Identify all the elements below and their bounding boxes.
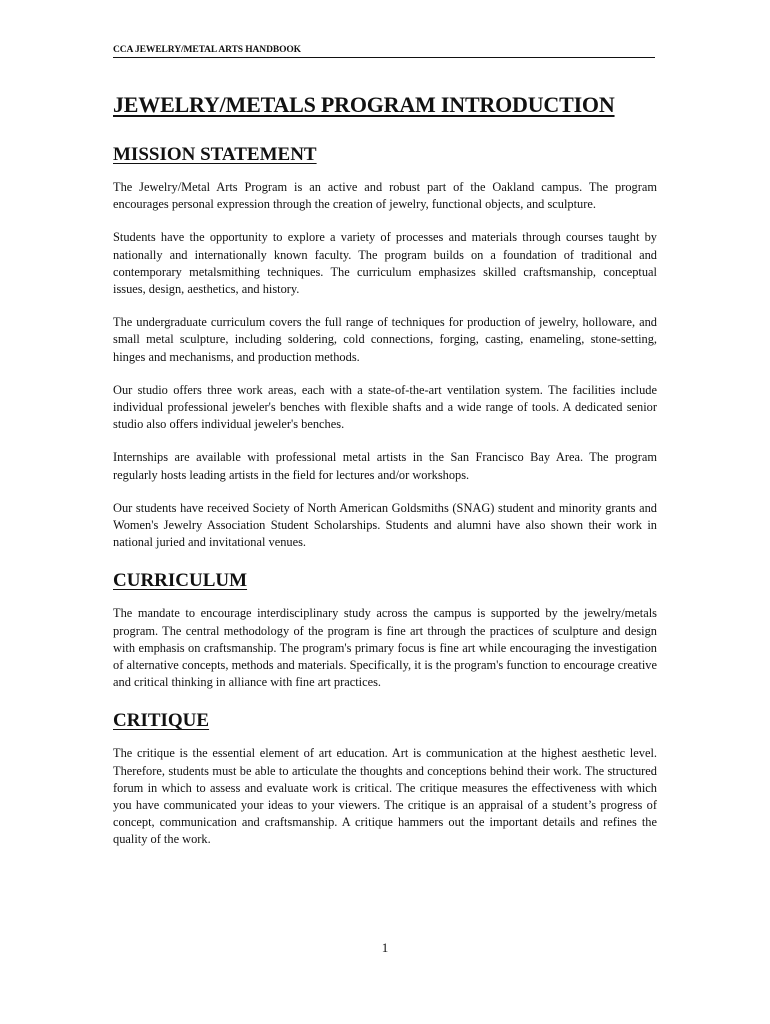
critique-section — [113, 708, 657, 848]
mission-paragraph: Our students have received Society of North American Goldsmiths (SNAG) student and minority grants and Women's Jewelry Association Student Scholarships. Students and alumni have also shown their work in national juried and invitational venues. — [113, 500, 657, 550]
page-number: 1 — [381, 940, 389, 955]
mission-section — [113, 142, 657, 551]
running-header: CCA JEWELRY/METAL ARTS HANDBOOK — [113, 45, 655, 58]
curriculum-section — [113, 568, 657, 691]
critique-paragraph: The critique is the essential element of art education. Art is communication at the highest aesthetic level. Therefore, students must be able to articulate the thoughts and conceptions behind their work. The structured forum in which to assess and evaluate work is critical. The critique measures the effectiveness with which you have communicated your ideas to your viewers. The critique is an appraisal of a student’s progress of concept, communication and craftsmanship. A critique hammers out the important details and refines the quality of the work. — [113, 746, 657, 847]
mission-paragraph: The undergraduate curriculum covers the full range of techniques for production of jewelry, holloware, and small metal sculpture, including soldering, cold connections, forging, casting, enameling, stone-setting, hinges and mechanisms, and production methods. — [113, 315, 657, 364]
page-content — [113, 88, 657, 865]
mission-heading: MISSION STATEMENT — [113, 144, 317, 165]
mission-paragraph: The Jewelry/Metal Arts Program is an active and robust part of the Oakland campus. The program encourages personal expression through the creation of jewelry, functional objects, and sculpture. — [113, 180, 657, 212]
curriculum-heading: CURRICULUM — [113, 570, 248, 592]
curriculum-paragraph: The mandate to encourage interdisciplinary study across the campus is supported by the jewelry/metals program. The central methodology of the program is fine art through the practices of sculpture and design with emphasis on craftsmanship. The program's primary focus is fine art while encouraging the investigation of alternative concepts, methods and materials. Specifically, it is the program's function to encourage creative and critical thinking in alliance with fine art practices. — [113, 606, 657, 690]
mission-paragraph: Students have the opportunity to explore a variety of processes and materials through courses taught by nationally and internationally known faculty. The program builds on a foundation of traditional and contemporary metalsmithing techniques. The curriculum emphasizes skilled craftsmanship, conceptual issues, design, aesthetics, and history. — [113, 230, 657, 297]
mission-paragraph: Internships are available with professional metal artists in the San Francisco Bay Area. The program regularly hosts leading artists in the field for lectures and/or workshops. — [113, 450, 657, 482]
mission-paragraph: Our studio offers three work areas, each with a state-of-the-art ventilation system. The facilities include individual professional jeweler's benches with flexible shafts and a wide range of tools. A dedicated senior studio also offers individual jeweler's benches. — [113, 382, 657, 432]
critique-heading: CRITIQUE — [113, 710, 210, 732]
document-title: JEWELRY/METALS PROGRAM INTRODUCTION — [113, 92, 615, 117]
